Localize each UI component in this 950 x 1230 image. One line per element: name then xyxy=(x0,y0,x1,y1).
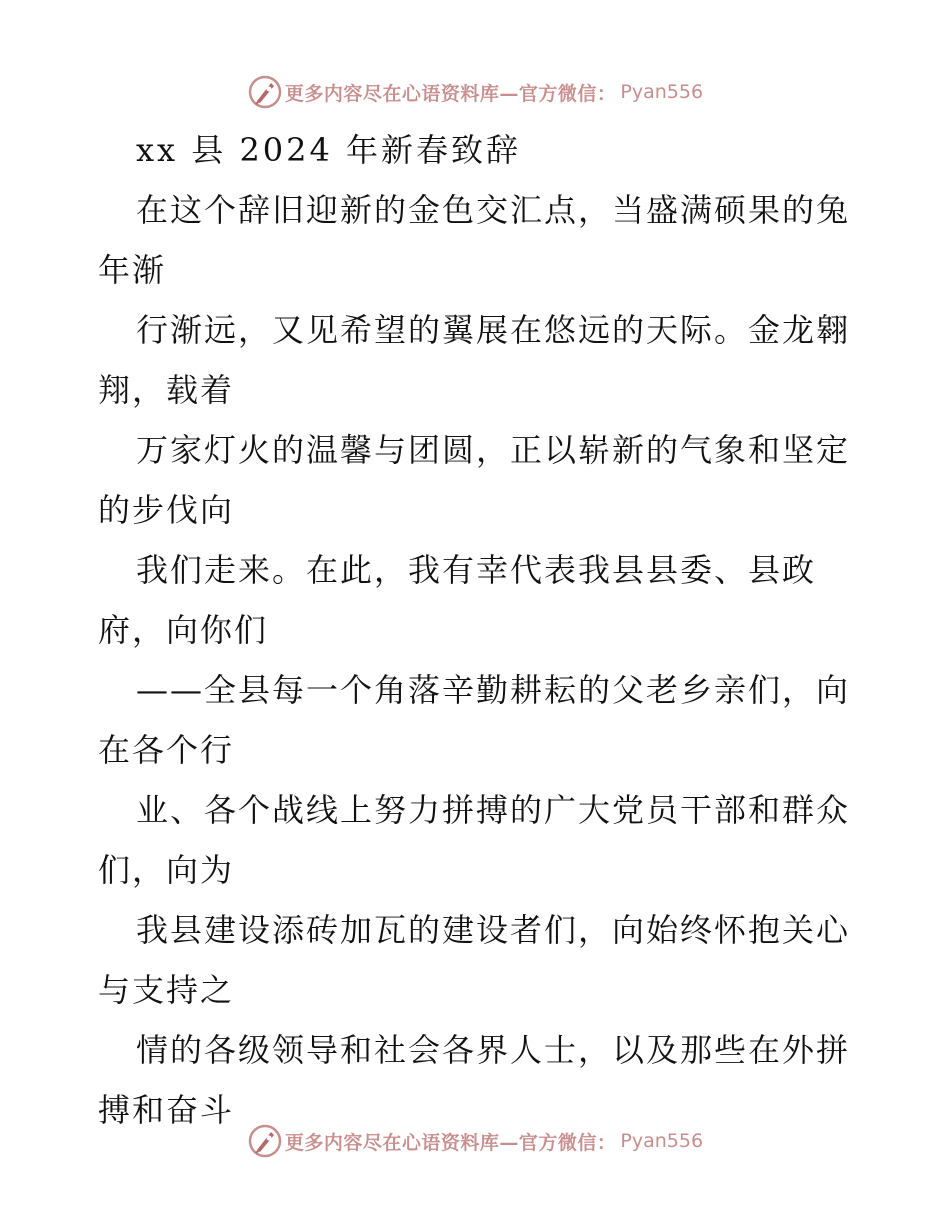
banner-text: 更多内容尽在心语资料库—官方微信： xyxy=(284,1131,617,1154)
text-line: 在各个行 xyxy=(98,731,235,769)
document-body xyxy=(98,120,858,1140)
text-line: ——全县每一个角落辛勤耕耘的父老乡亲们，向 xyxy=(136,671,851,709)
text-line: 年渐 xyxy=(98,251,167,289)
text-line: 万家灯火的温馨与团圆，正以崭新的气象和坚定 xyxy=(136,431,851,469)
text-line: 我们走来。在此，我有幸代表我县县委、县政 xyxy=(136,551,817,589)
document-title: xx 县 2024 年新春致辞 xyxy=(136,131,522,169)
text-line: 翔，载着 xyxy=(98,371,235,409)
text-line: 的步伐向 xyxy=(98,491,235,529)
text-line: 搏和奋斗 xyxy=(98,1091,235,1129)
text-line: 们，向为 xyxy=(98,851,235,889)
banner-contact: Pyan556 xyxy=(620,81,704,103)
banner-contact: Pyan556 xyxy=(620,1130,704,1152)
text-line: 业、各个战线上努力拼搏的广大党员干部和群众 xyxy=(136,791,851,829)
header-banner xyxy=(0,72,950,112)
footer-banner xyxy=(0,1121,950,1161)
text-line: 我县建设添砖加瓦的建设者们，向始终怀抱关心 xyxy=(136,911,851,949)
quill-logo-icon xyxy=(247,74,283,110)
text-line: 在这个辞旧迎新的金色交汇点，当盛满硕果的兔 xyxy=(136,191,851,229)
text-line: 府，向你们 xyxy=(98,611,269,649)
text-line: 行渐远，又见希望的翼展在悠远的天际。金龙翱 xyxy=(136,311,851,349)
banner-text: 更多内容尽在心语资料库—官方微信： xyxy=(284,82,617,105)
text-line: 与支持之 xyxy=(98,971,235,1009)
quill-logo-icon xyxy=(247,1123,283,1159)
text-line: 情的各级领导和社会各界人士，以及那些在外拼 xyxy=(136,1031,851,1069)
